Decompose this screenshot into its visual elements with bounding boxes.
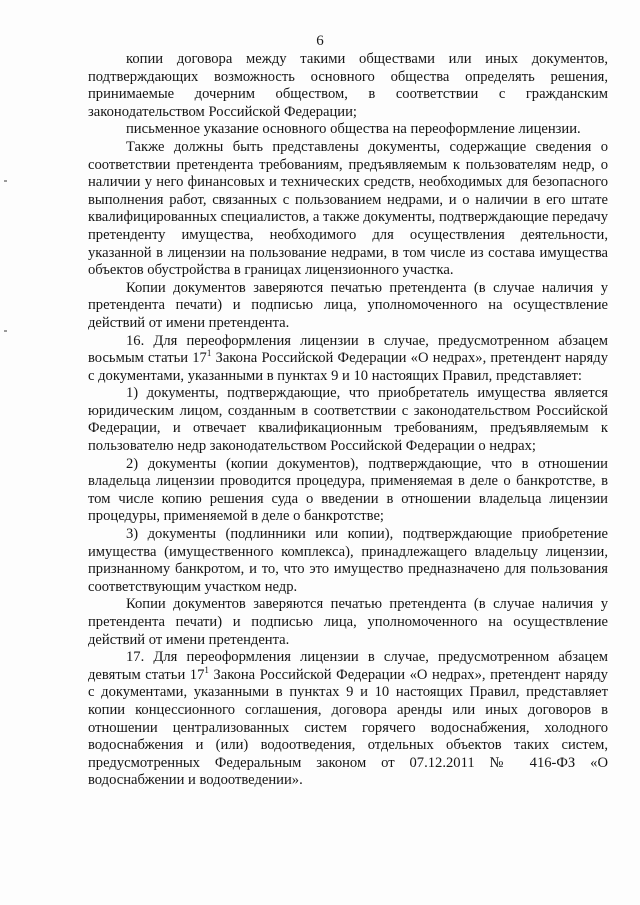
paragraph: Копии документов заверяются печатью претендента (в случае наличия у претендента печати) и подписью лица, уполномоченного на осуществление действий от имени претендента. (88, 279, 608, 331)
paragraph-item-17 (88, 649, 608, 790)
superscript: 1 (204, 664, 209, 675)
paragraph: копии договора между такими обществами или иных документов, подтверждающих возможность основного общества определять решения, принимаемые дочерним обществом, в соответствии с гражданским законодательством Российской Федерации; (88, 51, 608, 120)
paragraph: Копии документов заверяются печатью претендента (в случае наличия у претендента печати) и подписью лица, уполномоченного на осуществление действий от имени претендента. (88, 596, 608, 648)
paragraph-text: Закона Российской Федерации «О недрах», претендент наряду с документами, указанными в пунктах 9 и 10 настоящих Правил, представляет копии концессионного соглашения, договора аренды или иных договоров в отношении централизованных систем горячего водоснабжения, холодного водоснабжения и (или) водоотведения, отдельных объектов таких систем, предусмотренных Федеральным законом от 07.12.2011 № 416-ФЗ «О водоснабжении и водоотведении». (88, 666, 608, 789)
paragraph-text: 16. Для переоформления лицензии в случае, предусмотренном абзацем восьмым статьи 17 (88, 332, 608, 367)
paragraph-item-16 (88, 333, 608, 386)
scan-edge-mark (4, 330, 7, 332)
page-number: 6 (316, 33, 324, 49)
paragraph: 3) документы (подлинники или копии), подтверждающие приобретение имущества (имущественного комплекса), принадлежащего владельцу лицензии, признанному банкротом, и то, что это имущество предназначено для пользования соответствующим участком недр. (88, 526, 608, 595)
document-body (88, 51, 608, 790)
scan-edge-mark (4, 180, 7, 182)
superscript: 1 (206, 348, 212, 359)
paragraph: 1) документы, подтверждающие, что приобретатель имущества является юридическим лицом, созданным в соответствии с законодательством Российской Федерации, и отвечает квалификационным требованиям, предъявляемым к пользователю недр законодательством Российской Федерации о недрах; (88, 385, 608, 455)
paragraph-text: 17. Для переоформления лицензии в случае, предусмотренном абзацем девятым статьи 17 (88, 649, 608, 683)
paragraph-text: Закона Российской Федерации «О недрах», претендент наряду с документами, указанными в пунктах 9 и 10 настоящих Правил, представляет: (88, 350, 608, 384)
paragraph: письменное указание основного общества на переоформление лицензии. (126, 121, 581, 138)
paragraph: 2) документы (копии документов), подтверждающие, что в отношении владельца лицензии проводится процедура, применяемая в деле о банкротстве, в том числе копию решения суда о введении в отношении владельца лицензии процедуры, применяемой в деле о банкротстве; (88, 455, 608, 525)
paragraph: Также должны быть представлены документы, содержащие сведения о соответствии претендента требованиям, предъявляемым к пользователям недр, о наличии у него финансовых и технических средств, необходимых для безопасного выполнения работ, связанных с пользованием недрами, и о наличии в его штате квалифицированных специалистов, а также документы, подтверждающие передачу претенденту имущества, необходимого для осуществления деятельности, указанной в лицензии на пользование недрами, в том числе из состава имущества объектов обустройства в границах лицензионного участка. (88, 138, 608, 279)
